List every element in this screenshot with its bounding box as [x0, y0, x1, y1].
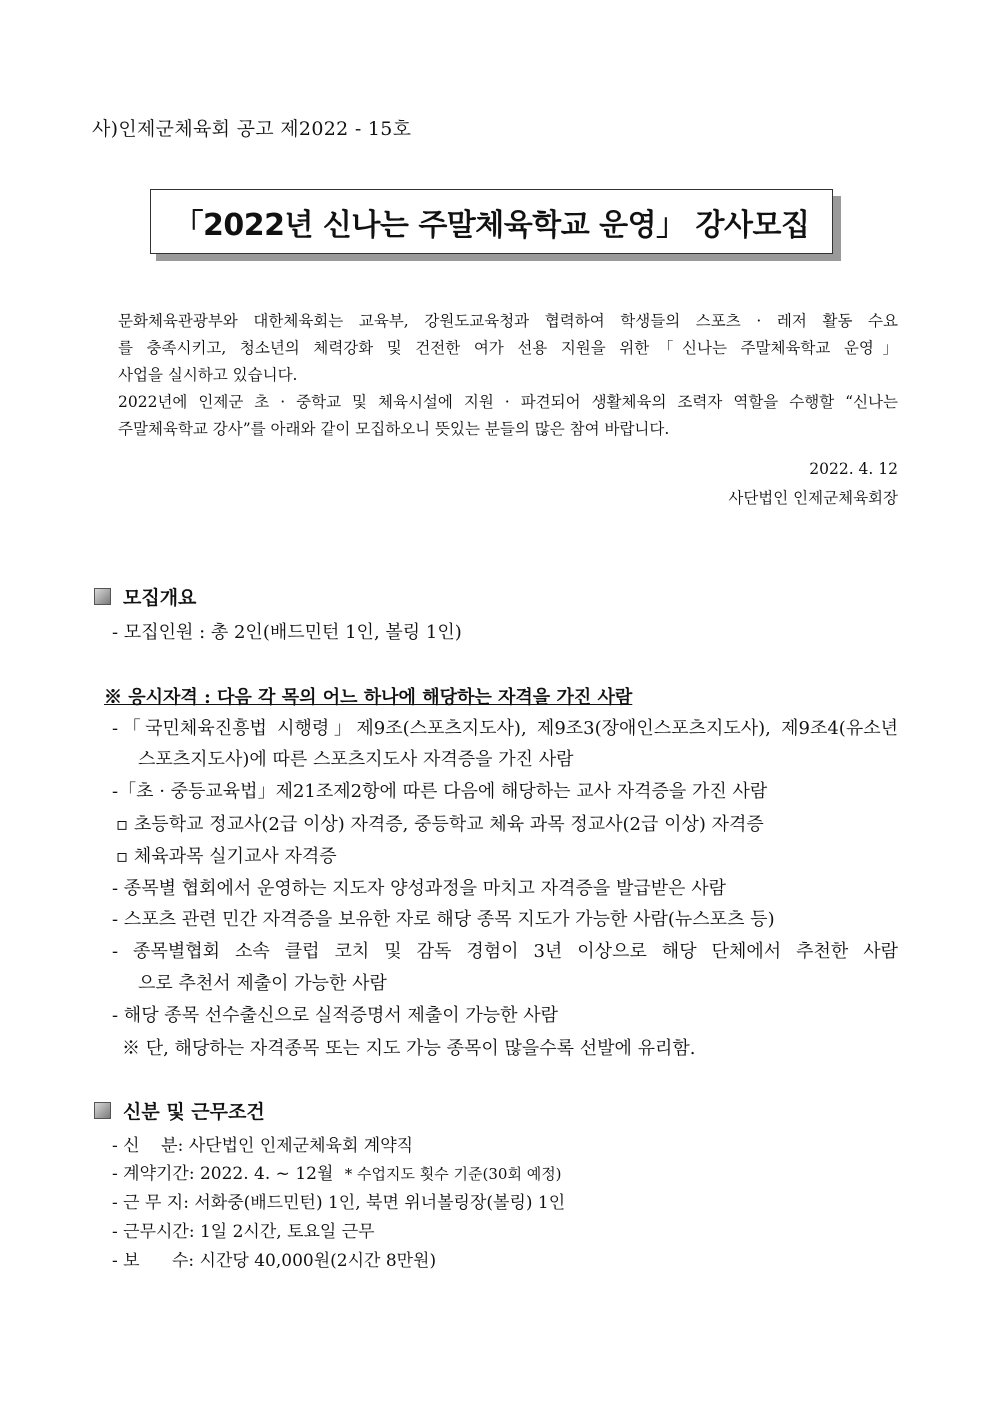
square-bullet-icon	[94, 1102, 111, 1119]
qualification-heading: ※ 응시자격 : 다음 각 목의 어느 하나에 해당하는 자격을 가진 사람	[104, 687, 633, 708]
intro-line: 주말체육학교 강사”를 아래와 같이 모집하오니 뜻있는 분들의 많은 참여 바랍니다.	[118, 420, 670, 438]
section-heading-text: 신분 및 근무조건	[123, 1101, 265, 1123]
intro-line: 문화체육관광부와 대한체육회는 교육부, 강원도교육청과 협력하여 학생들의 스포츠 · 레저 활동 수요	[118, 312, 898, 330]
condition-value: : 서화중(배드민턴) 1인, 북면 위너볼링장(볼링) 1인	[183, 1193, 566, 1213]
condition-value: : 시간당 40,000원(2시간 8만원)	[188, 1251, 437, 1271]
condition-workplace	[112, 1188, 565, 1213]
condition-value: : 2022. 4. ~ 12월	[188, 1164, 334, 1184]
notice-number: 사)인제군체육회 공고 제2022 - 15호	[92, 118, 412, 140]
condition-label: - 근 무 지	[112, 1193, 184, 1213]
qualification-text: -「국민체육진흥법 시행령」제9조(스포츠지도사), 제9조3(장애인스포츠지도사), 제9조4(유소년	[112, 718, 898, 739]
qualification-text: - 종목별협회 소속 클럽 코치 및 감독 경험이 3년 이상으로 해당 단체에서 추천한 사람	[112, 941, 898, 962]
condition-contract	[112, 1159, 562, 1184]
signature-date: 2022. 4. 12	[809, 460, 898, 478]
qualification-line: - 종목별 협회에서 운영하는 지도자 양성과정을 마치고 자격증을 발급받은 사람	[112, 878, 726, 899]
intro-line: 사업을 실시하고 있습니다.	[118, 366, 298, 384]
recruit-count: - 모집인원 : 총 2인(배드민턴 1인, 볼링 1인)	[112, 622, 462, 643]
qualification-line: -「초 · 중등교육법」제21조제2항에 따른 다음에 해당하는 교사 자격증을 가진 사람	[112, 781, 768, 802]
qualification-line	[112, 937, 898, 963]
section-heading-text: 모집개요	[123, 587, 197, 609]
intro-line: 를 충족시키고, 청소년의 체력강화 및 건전한 여가 선용 지원을 위한「신나는 주말체육학교 운영」	[118, 339, 898, 357]
condition-label: - 신 분	[112, 1136, 178, 1156]
condition-note: * 수업지도 횟수 기준(30회 예정)	[344, 1165, 562, 1183]
qualification-note: ※ 단, 해당하는 자격종목 또는 지도 가능 종목이 많을수록 선발에 유리함.	[122, 1038, 696, 1059]
condition-status	[112, 1131, 413, 1156]
condition-pay	[112, 1246, 436, 1271]
section-heading-overview	[94, 583, 196, 610]
qualification-line: - 스포츠 관련 민간 자격증을 보유한 자로 해당 종목 지도가 가능한 사람(뉴스포츠 등)	[112, 909, 775, 930]
condition-hours	[112, 1217, 375, 1242]
condition-label: - 근무시간	[112, 1222, 189, 1242]
qualification-line: ▫ 체육과목 실기교사 자격증	[116, 846, 337, 867]
condition-label: - 보 수	[112, 1251, 189, 1271]
signature-org: 사단법인 인제군체육회장	[728, 489, 898, 507]
condition-label: - 계약기간	[112, 1164, 189, 1184]
qualification-line	[112, 714, 898, 740]
condition-value: : 사단법인 인제군체육회 계약직	[177, 1136, 414, 1156]
condition-value: : 1일 2시간, 토요일 근무	[188, 1222, 375, 1242]
qualification-line: - 해당 종목 선수출신으로 실적증명서 제출이 가능한 사람	[112, 1005, 559, 1026]
title-box	[150, 189, 833, 254]
page-title: 「2022년 신나는 주말체육학교 운영」 강사모집	[173, 207, 810, 243]
section-heading-conditions	[94, 1097, 265, 1124]
intro-paragraph	[118, 308, 898, 443]
qualification-line: 으로 추천서 제출이 가능한 사람	[138, 973, 387, 994]
qualification-line: ▫ 초등학교 정교사(2급 이상) 자격증, 중등학교 체육 과목 정교사(2급 이상) 자격증	[116, 814, 764, 835]
square-bullet-icon	[94, 588, 111, 605]
qualification-line: 스포츠지도사)에 따른 스포츠지도사 자격증을 가진 사람	[138, 749, 574, 770]
intro-line: 2022년에 인제군 초 · 중학교 및 체육시설에 지원 · 파견되어 생활체육의 조력자 역할을 수행할 “신나는	[118, 393, 898, 411]
